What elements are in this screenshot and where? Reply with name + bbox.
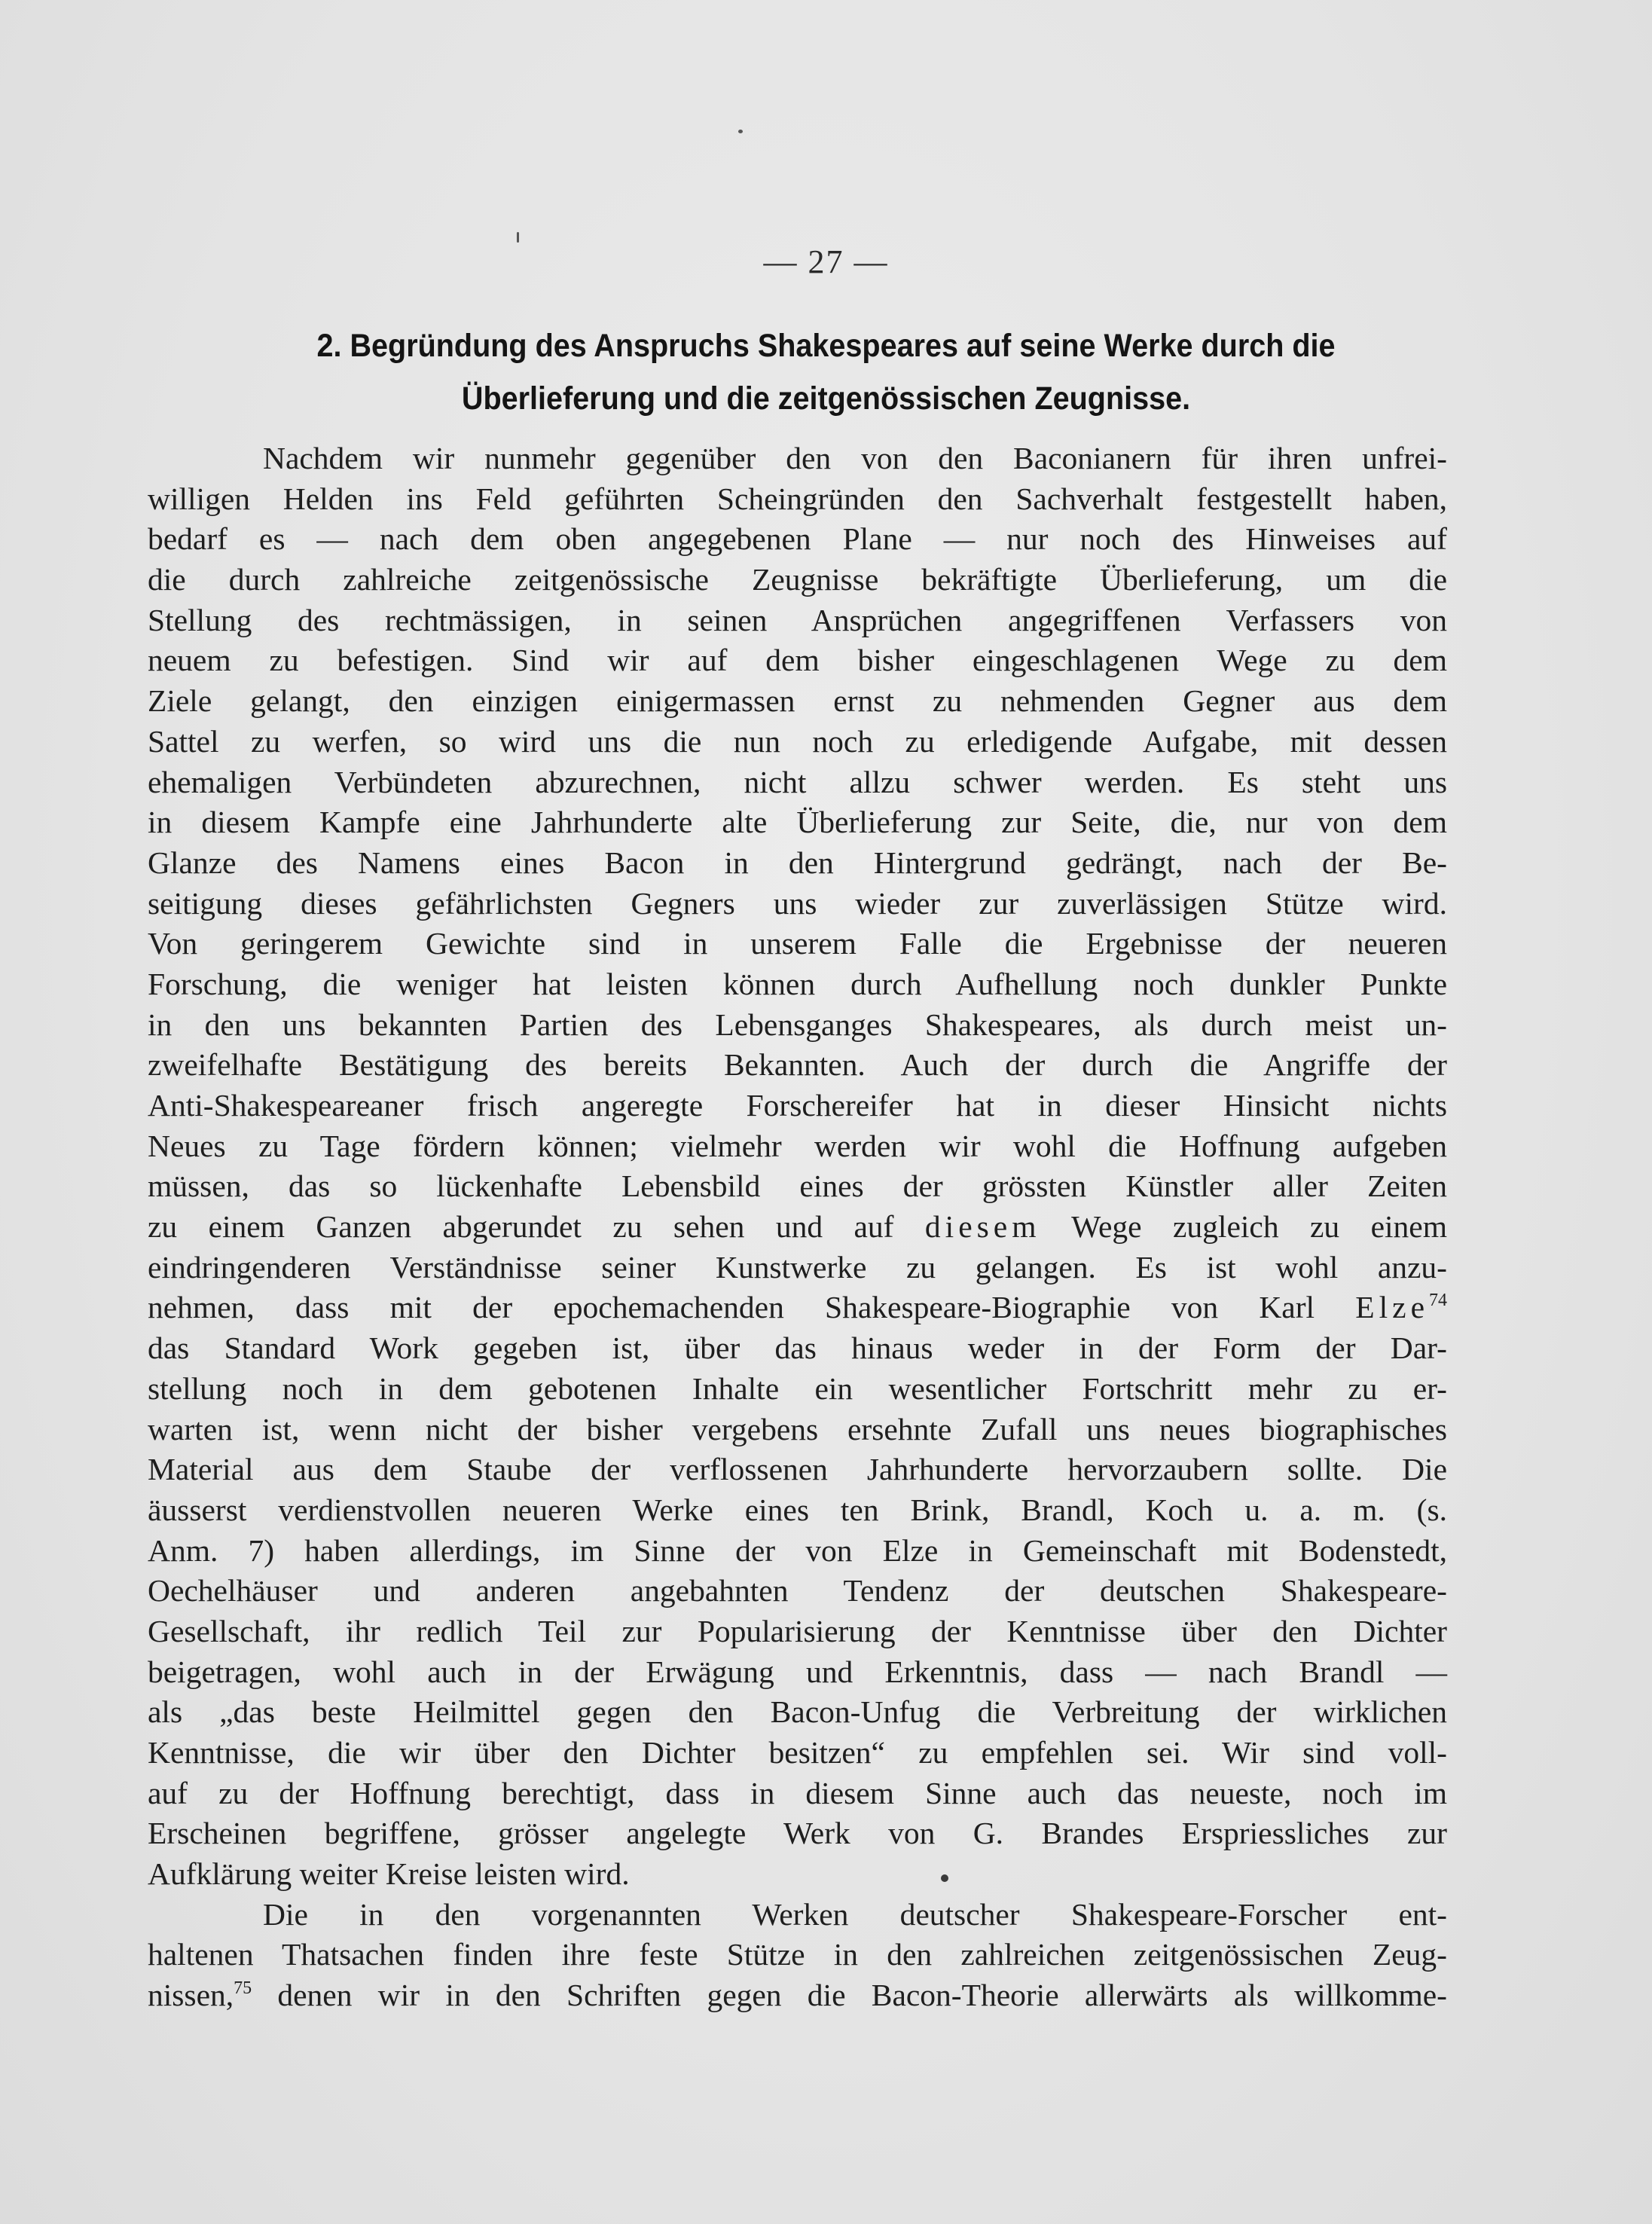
text-segment: nissen, xyxy=(148,1978,234,2013)
text-line: das Standard Work gegeben ist, über das hinaus weder in der Form der Dar- xyxy=(148,1330,1447,1366)
text-line: Gesellschaft, ihr redlich Teil zur Popularisierung der Kenntnisse über den Dichter xyxy=(148,1613,1447,1648)
text-line: Anm. 7) haben allerdings, im Sinne der von Elze in Gemeinschaft mit Bodenstedt, xyxy=(148,1532,1447,1568)
text-line: Glanze des Namens eines Bacon in den Hintergrund gedrängt, nach der Be- xyxy=(148,845,1447,880)
body-text xyxy=(148,438,1447,2016)
text-line-mixed xyxy=(148,1207,1447,1248)
text-line: müssen, das so lückenhafte Lebensbild eines der grössten Künstler aller Zeiten xyxy=(148,1169,1447,1204)
text-line: eindringenderen Verständnisse seiner Kunstwerke zu gelangen. Es ist wohl anzu- xyxy=(148,1249,1447,1285)
text-line: Nachdem wir nunmehr gegenüber den von den Baconianern für ihren unfrei- xyxy=(263,441,1447,475)
dust-speck xyxy=(517,232,519,243)
text-segment: denen wir in den Schriften gegen die Bacon-Theorie allerwärts als willkomme- xyxy=(277,1978,1447,2013)
text-line: in den uns bekannten Partien des Lebensganges Shakespeares, als durch meist un- xyxy=(148,1007,1447,1042)
text-line: Anti-Shakespeareaner frisch angeregte Forschereifer hat in dieser Hinsicht nichts xyxy=(148,1088,1447,1123)
section-heading-line-2: Überlieferung und die zeitgenössischen Zeugnisse. xyxy=(461,380,1191,417)
text-line: Von geringerem Gewichte sind in unserem Falle die Ergebnisse der neueren xyxy=(148,926,1447,961)
text-line: Erscheinen begriffene, grösser angelegte Werk von G. Brandes Erspriessliches zur xyxy=(148,1816,1447,1851)
text-segment: nehmen, dass mit der epochemachenden Shakespeare-Biographie von Karl xyxy=(148,1290,1315,1325)
text-line: Kenntnisse, die wir über den Dichter besitzen“ zu empfehlen sei. Wir sind voll- xyxy=(148,1735,1447,1770)
text-line: Oechelhäuser und anderen angebahnten Tendenz der deutschen Shakespeare- xyxy=(148,1573,1447,1608)
text-segment: zu einem Ganzen abgerundet zu sehen und auf xyxy=(148,1209,894,1245)
text-line: warten ist, wenn nicht der bisher vergebens ersehnte Zufall uns neues biographisches xyxy=(148,1411,1447,1447)
text-line: die durch zahlreiche zeitgenössische Zeugnisse bekräftigte Überlieferung, um die xyxy=(148,562,1447,597)
emphasized-name: Elze xyxy=(1355,1290,1430,1325)
text-line-mixed xyxy=(148,1975,1447,2016)
emphasized-word: diesem xyxy=(924,1209,1041,1245)
text-line: Forschung, die weniger hat leisten können durch Aufhellung noch dunkler Punkte xyxy=(148,966,1447,1001)
text-line: willigen Helden ins Feld geführten Scheingründen den Sachverhalt festgestellt haben, xyxy=(148,481,1447,516)
footnote-marker: 75 xyxy=(234,1978,252,1999)
text-line: Die in den vorgenannten Werken deutscher Shakespeare-Forscher ent- xyxy=(263,1896,1447,1932)
text-line-mixed xyxy=(148,1288,1447,1328)
text-line: als „das beste Heilmittel gegen den Bacon-Unfug die Verbreitung der wirklichen xyxy=(148,1694,1447,1730)
text-line: Stellung des rechtmässigen, in seinen Ansprüchen angegriffenen Verfassers von xyxy=(148,602,1447,637)
text-line: auf zu der Hoffnung berechtigt, dass in diesem Sinne auch das neueste, noch im xyxy=(148,1775,1447,1810)
text-line: beigetragen, wohl auch in der Erwägung und Erkenntnis, dass — nach Brandl — xyxy=(148,1654,1447,1689)
text-line: Sattel zu werfen, so wird uns die nun noch zu erledigende Aufgabe, mit dessen xyxy=(148,723,1447,759)
text-line: ehemaligen Verbündeten abzurechnen, nicht allzu schwer werden. Es steht uns xyxy=(148,764,1447,799)
text-line: Material aus dem Staube der verflossenen Jahrhunderte hervorzaubern sollte. Die xyxy=(148,1452,1447,1487)
text-segment: Wege zugleich zu einem xyxy=(1071,1209,1447,1245)
dust-speck xyxy=(738,130,743,133)
page-number: — 27 — xyxy=(763,243,889,280)
text-line: Neues zu Tage fördern können; vielmehr werden wir wohl die Hoffnung aufgeben xyxy=(148,1128,1447,1163)
text-line: in diesem Kampfe eine Jahrhunderte alte Überlieferung zur Seite, die, nur von dem xyxy=(148,805,1447,840)
text-line: seitigung dieses gefährlichsten Gegners uns wieder zur zuverlässigen Stütze wird. xyxy=(148,885,1447,921)
text-line: äusserst verdienstvollen neueren Werke eines ten Brink, Brandl, Koch u. a. m. (s. xyxy=(148,1492,1447,1527)
text-line: Aufklärung weiter Kreise leisten wird. xyxy=(148,1856,630,1892)
text-line: haltenen Thatsachen finden ihre feste Stütze in den zahlreichen zeitgenössischen Zeug- xyxy=(148,1937,1447,1972)
text-line: zweifelhafte Bestätigung des bereits Bekannten. Auch der durch die Angriffe der xyxy=(148,1047,1447,1083)
text-line: stellung noch in dem gebotenen Inhalte ein wesentlicher Fortschritt mehr zu er- xyxy=(148,1370,1447,1406)
footnote-marker: 74 xyxy=(1429,1291,1448,1311)
text-line: Ziele gelangt, den einzigen einigermassen ernst zu nehmenden Gegner aus dem xyxy=(148,683,1447,719)
section-heading xyxy=(205,319,1448,425)
text-line: neuem zu befestigen. Sind wir auf dem bisher eingeschlagenen Wege zu dem xyxy=(148,643,1447,678)
section-heading-line-1: 2. Begründung des Anspruchs Shakespeares auf seine Werke durch die xyxy=(316,328,1336,364)
text-line: bedarf es — nach dem oben angegebenen Plane — nur noch des Hinweises auf xyxy=(148,521,1447,557)
